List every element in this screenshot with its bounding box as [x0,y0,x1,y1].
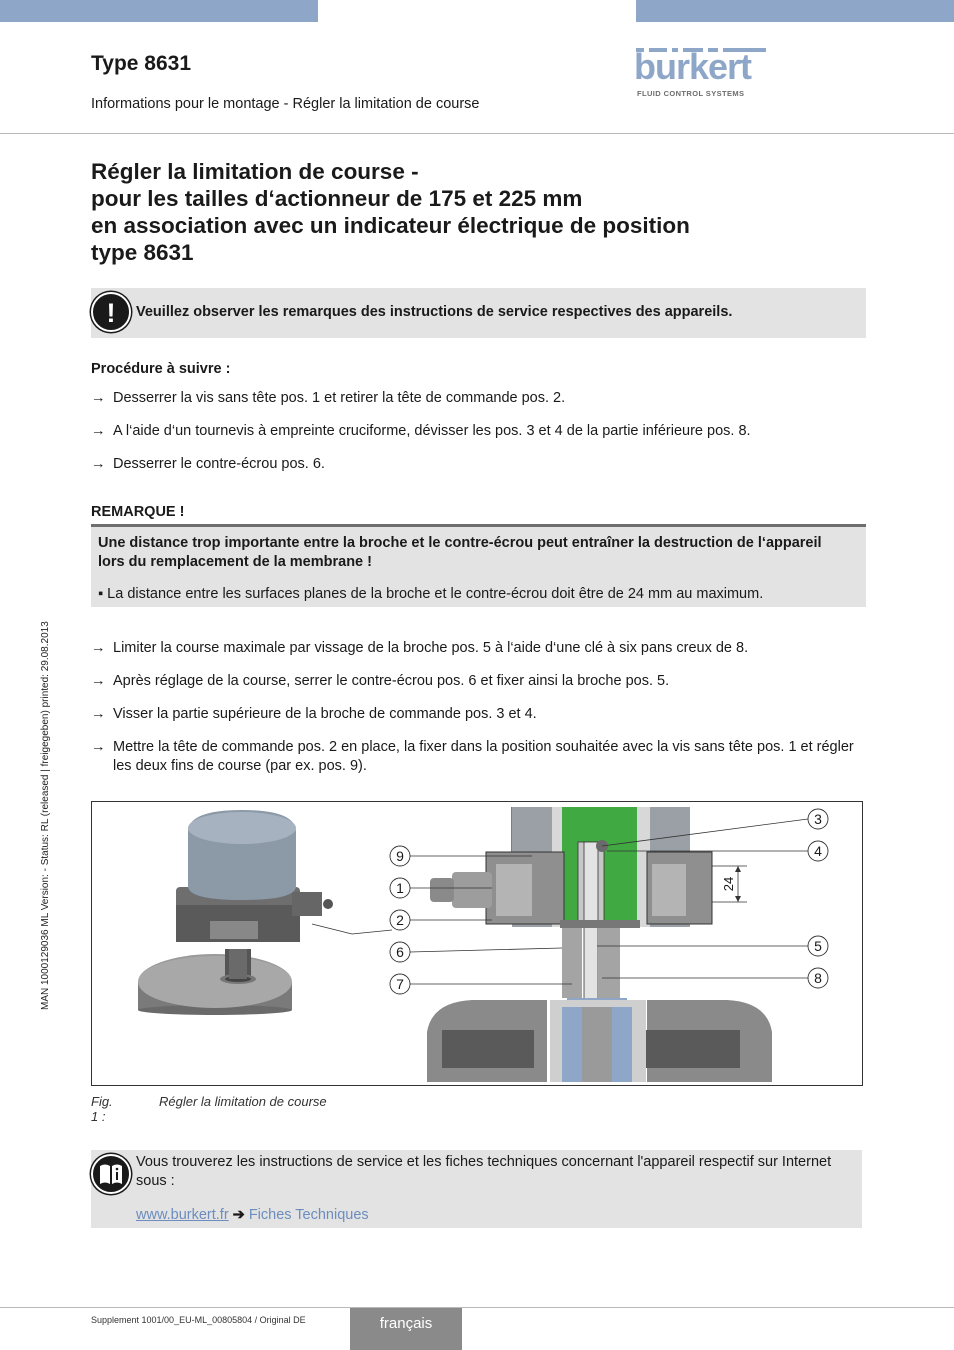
figure-drawing [92,802,862,1085]
document-type-title: Type 8631 [91,52,192,75]
remark-box [91,527,866,607]
actuator-3d-illustration [138,810,392,1015]
info-book-icon [91,1154,131,1194]
remark-bullet: ▪ La distance entre les surfaces planes de la broche et le contre-écrou doit être de 24 mm au maximum. [98,586,764,602]
arrow-right-icon: → [91,390,106,406]
procedure-step-text: Après réglage de la course, serrer le contre-écrou pos. 6 et fixer ainsi la broche pos. 5. [113,673,670,689]
footer-divider [0,1307,954,1308]
arrow-right-icon: → [91,739,106,755]
arrow-right-icon: → [91,423,106,439]
logo-tagline: FLUID CONTROL SYSTEMS [637,89,745,98]
procedure-step [91,422,866,441]
callout-label: 4 [814,843,822,859]
arrow-right-icon: → [91,673,106,689]
section-title [91,158,690,266]
top-accent-bar-left [0,0,318,22]
info-text: Vous trouverez les instructions de service et les fiches techniques concernant l'appareil respectif sur Internet sous : [136,1154,832,1189]
figure-caption-number: Fig. 1 : [91,1094,113,1124]
callout-label: 1 [396,880,404,896]
procedure-step-text: A l‘aide d‘un tournevis à empreinte cruciforme, dévisser les pos. 3 et 4 de la partie inférieure pos. 8. [113,423,751,439]
exclamation-icon: ! [91,292,131,332]
procedure-step-text: Mettre la tête de commande pos. 2 en place, la fixer dans la position souhaitée avec la vis sans tête pos. 1 et régler les deux fins de course (par ex. pos. 9). [113,739,854,774]
procedure-step [91,672,866,691]
remark-bullet-text: La distance entre les surfaces planes de la broche et le contre-écrou doit être de 24 mm au maximum. [107,586,764,602]
procedure-step-text: Visser la partie supérieure de la broche de commande pos. 3 et 4. [113,706,537,722]
procedure-step-text: Desserrer la vis sans tête pos. 1 et retirer la tête de commande pos. 2. [113,390,566,406]
dimension-label: 24 [721,876,736,892]
callout-label: 2 [396,912,404,928]
technical-figure [91,801,863,1086]
remark-title: REMARQUE ! [91,504,185,520]
procedure-step [91,738,866,776]
procedure-step [91,389,866,408]
callout-label: 8 [814,970,822,986]
footer-text: Supplement 1001/00_EU-ML_00805804 / Original DE [91,1315,306,1325]
arrow-right-icon: → [91,456,106,472]
figure-caption-text: Régler la limitation de course [159,1094,327,1109]
section-title-line: en association avec un indicateur électrique de position [91,213,690,238]
callout-label: 3 [814,811,822,827]
info-links [136,1207,369,1223]
warning-box [91,288,866,338]
language-tab [350,1308,462,1350]
header-divider [0,133,954,134]
arrow-right-icon: → [91,640,106,656]
procedure-title: Procédure à suivre : [91,361,231,377]
info-box [91,1150,862,1228]
arrow-right-icon: → [91,706,106,722]
document-subtitle: Informations pour le montage - Régler la limitation de course [91,96,480,112]
procedure-step [91,639,866,658]
language-label: français [379,1315,433,1332]
procedure-step [91,705,866,724]
section-title-line: type 8631 [91,240,194,265]
section-title-line: pour les tailles d‘actionneur de 175 et 225 mm [91,186,583,211]
callout-label: 9 [396,848,404,864]
datasheets-link[interactable]: Fiches Techniques [248,1207,369,1223]
callout-label: 7 [396,976,404,992]
remark-warning-text: Une distance trop importante entre la broche et le contre-écrou peut entraîner la destruction de l‘appareil lors du remplacement de la membrane ! [98,535,822,570]
side-print-note: MAN 1000129036 ML Version: - Status: RL (released | freigegeben) printed: 29.08.2013 [40,621,51,1010]
cross-section-drawing [390,807,828,1082]
warning-text: Veuillez observer les remarques des instructions de service respectives des appareils. [136,304,733,320]
arrow-right-icon: ➔ [232,1207,245,1223]
callout-label: 6 [396,944,404,960]
burkert-website-link[interactable]: www.burkert.fr [136,1207,229,1223]
top-accent-bar-right [636,0,954,22]
callout-label: 5 [814,938,822,954]
logo-word: burkert [634,46,752,87]
procedure-step [91,455,866,474]
section-title-line: Régler la limitation de course - [91,159,419,184]
procedure-step-text: Desserrer le contre-écrou pos. 6. [113,456,325,472]
procedure-step-text: Limiter la course maximale par vissage de la broche pos. 5 à l‘aide d‘une clé à six pans creux de 8. [113,640,749,656]
